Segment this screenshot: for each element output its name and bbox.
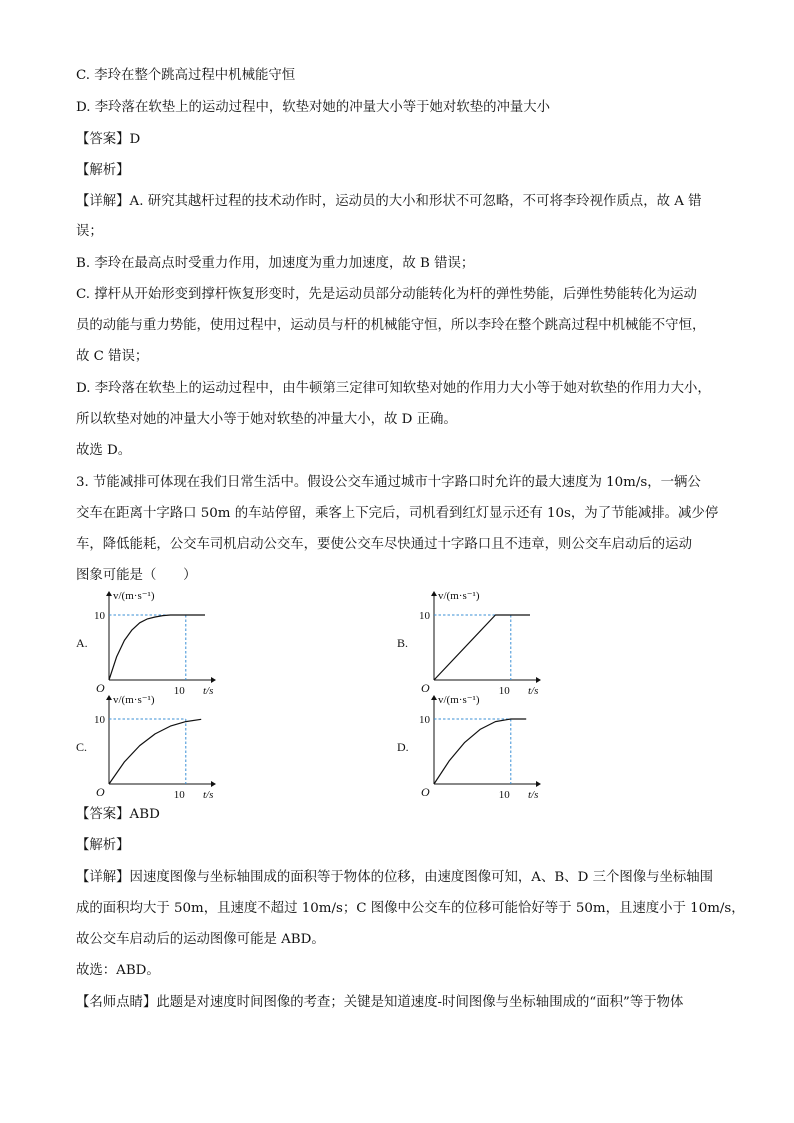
option-c-text: C. 李玲在整个跳高过程中机械能守恒: [76, 68, 296, 83]
detail-line: 成的面积均大于 50m，且速度不超过 10m/s；C 图像中公交车的位移可能恰好等于 50m，且速度小于 10m/s，: [76, 901, 745, 916]
chart-c: [92, 694, 222, 801]
x-tick-label: 10: [173, 789, 185, 801]
detail-line: 所以软垫对她的冲量大小等于她对软垫的冲量大小，故 D 正确。: [76, 412, 457, 427]
q3-stem-line: 3. 节能减排可体现在我们日常生活中。假设公交车通过城市十字路口时允许的最大速度为 10m/s，一辆公: [76, 475, 701, 490]
y-axis-label: v/(m·s⁻¹): [438, 590, 480, 602]
detail-line: B. 李玲在最高点时受重力作用，加速度为重力加速度，故 B 错误；: [76, 256, 475, 271]
y-tick-label: 10: [94, 610, 105, 622]
y-axis-arrow-icon: [106, 695, 112, 700]
velocity-curve: [434, 615, 530, 680]
x-axis-label: t/s: [203, 789, 214, 801]
velocity-curve: [434, 719, 526, 784]
choose-line: 故选 D。: [76, 443, 132, 458]
origin-label: O: [96, 785, 105, 799]
y-axis-arrow-icon: [431, 591, 437, 596]
teacher-tip-line: 【名师点睛】此题是对速度时间图像的考查；关键是知道速度-时间图像与坐标轴围成的“面积”等于物体: [76, 995, 684, 1010]
option-c-label: C.: [76, 740, 88, 754]
detail-line: C. 撑杆从开始形变到撑杆恢复形变时，先是运动员部分动能转化为杆的弹性势能，后弹性势能转化为运动: [76, 287, 697, 302]
option-d-label: D.: [397, 740, 409, 754]
y-axis-label: v/(m·s⁻¹): [438, 694, 480, 706]
option-a-label: A.: [76, 636, 88, 650]
y-tick-label: 10: [419, 610, 430, 622]
option-d-text: D. 李玲落在软垫上的运动过程中，软垫对她的冲量大小等于她对软垫的冲量大小: [76, 100, 551, 115]
q3-stem-line: 图象可能是（ ）: [76, 568, 197, 583]
origin-label: O: [421, 785, 430, 799]
y-axis-arrow-icon: [431, 695, 437, 700]
y-axis-label: v/(m·s⁻¹): [113, 694, 155, 706]
detail-line: 【详解】因速度图像与坐标轴围成的面积等于物体的位移，由速度图像可知，A、B、D 三个图像与坐标轴围: [76, 870, 714, 885]
x-tick-label: 10: [498, 685, 510, 697]
detail-line: D. 李玲落在软垫上的运动过程中，由牛顿第三定律可知软垫对她的作用力大小等于她对软垫的作用力大小，: [76, 381, 711, 396]
detail-line: 故 C 错误；: [76, 349, 149, 364]
detail-line: 员的动能与重力势能，使用过程中，运动员与杆的机械能守恒，所以李玲在整个跳高过程中机械能不守恒，: [76, 318, 706, 333]
y-tick-label: 10: [94, 714, 105, 726]
x-axis-label: t/s: [528, 685, 539, 697]
x-axis-arrow-icon: [536, 677, 541, 683]
analysis-label: 【解析】: [76, 163, 130, 178]
x-axis-label: t/s: [528, 789, 539, 801]
y-tick-label: 10: [419, 714, 430, 726]
detail-line: 误；: [76, 224, 103, 239]
q3-stem-line: 交车在距离十字路口 50m 的车站停留，乘客上下完后，司机看到红灯显示还有 10s，为了节能减排。减少停: [76, 506, 719, 521]
x-axis-arrow-icon: [211, 781, 216, 787]
x-tick-label: 10: [173, 685, 185, 697]
chart-b: [417, 590, 547, 697]
answer-label: 【答案】ABD: [76, 807, 160, 822]
q3-stem-line: 车，降低能耗，公交车司机启动公交车，要使公交车尽快通过十字路口且不违章，则公交车启动后的运动: [76, 537, 692, 552]
chart-a: [92, 590, 222, 697]
origin-label: O: [96, 681, 105, 695]
y-axis-label: v/(m·s⁻¹): [113, 590, 155, 602]
x-tick-label: 10: [498, 789, 510, 801]
x-axis-arrow-icon: [536, 781, 541, 787]
detail-line: 故公交车启动后的运动图像可能是 ABD。: [76, 932, 325, 947]
option-b-label: B.: [397, 636, 409, 650]
answer-label: 【答案】D: [76, 132, 141, 147]
origin-label: O: [421, 681, 430, 695]
chart-d: [417, 694, 547, 801]
analysis-label: 【解析】: [76, 838, 130, 853]
x-axis-label: t/s: [203, 685, 214, 697]
x-axis-arrow-icon: [211, 677, 216, 683]
velocity-curve: [109, 719, 201, 784]
detail-line: 【详解】A. 研究其越杆过程的技术动作时，运动员的大小和形状不可忽略，不可将李玲视作质点，故 A 错: [76, 194, 702, 209]
y-axis-arrow-icon: [106, 591, 112, 596]
velocity-curve: [109, 615, 205, 680]
choose-line: 故选：ABD。: [76, 963, 160, 978]
